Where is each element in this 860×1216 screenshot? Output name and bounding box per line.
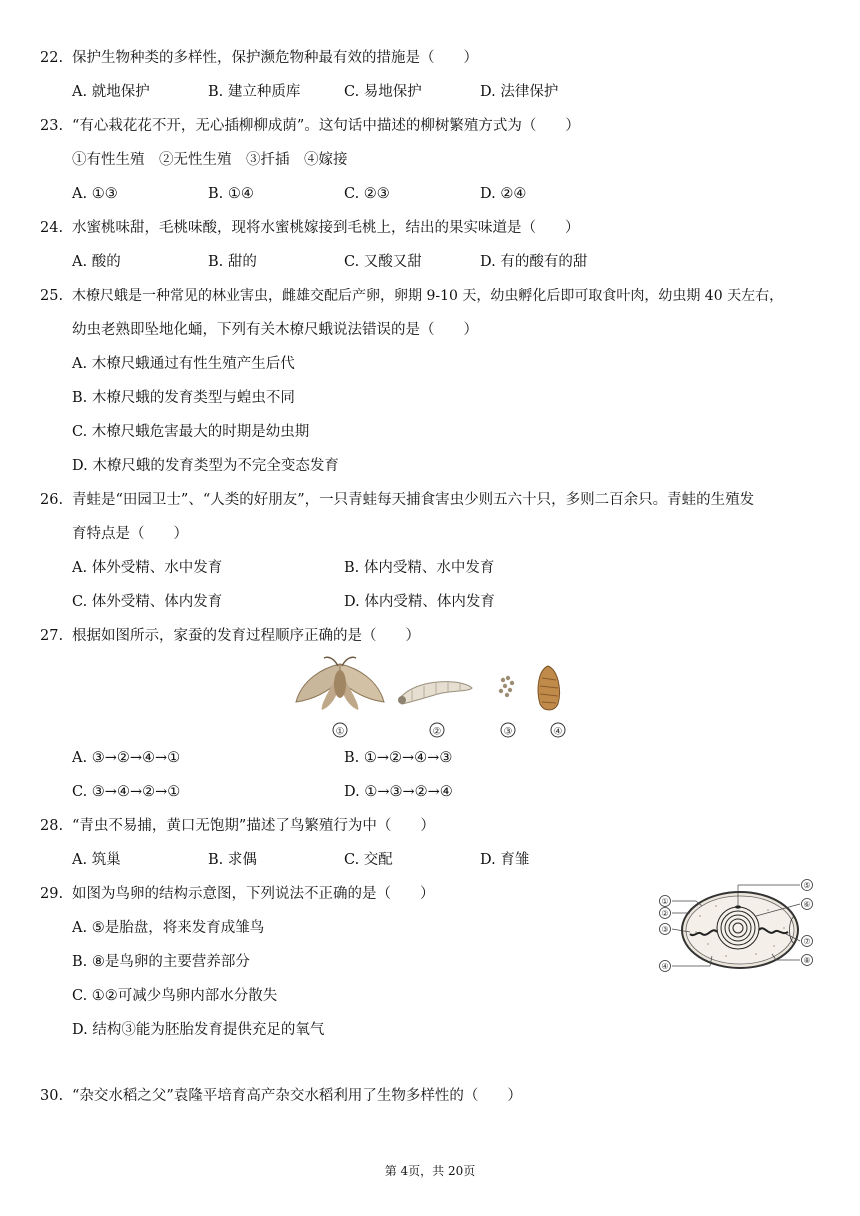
option-b: B. 木橑尺蛾的发育类型与蝗虫不同 <box>72 390 295 406</box>
question-stem: 幼虫老熟即坠地化蛹，下列有关木橑尺蛾说法错误的是（ ） <box>72 322 478 338</box>
question-number: 30. <box>40 1088 64 1104</box>
question-number: 24. <box>40 220 64 236</box>
question-sub-items: ①有性生殖 ②无性生殖 ③扦插 ④嫁接 <box>72 152 348 168</box>
question-number: 27. <box>40 628 64 644</box>
question-number: 23. <box>40 118 64 134</box>
option-c: C. ②③ <box>344 186 390 202</box>
figure-label: ③ <box>503 726 513 738</box>
question-number: 28. <box>40 818 64 834</box>
option-d: D. 育雏 <box>480 852 530 868</box>
question-stem: 保护生物种类的多样性，保护濒危物种最有效的措施是（ ） <box>72 50 478 66</box>
option-c: C. 体外受精、体内发育 <box>72 594 223 610</box>
moth-image <box>296 657 384 710</box>
option-d: D. ①→③→②→④ <box>344 784 453 800</box>
question-stem: 育特点是（ ） <box>72 526 188 542</box>
figure-label: ① <box>661 897 669 906</box>
question-stem: 水蜜桃味甜，毛桃味酸，现将水蜜桃嫁接到毛桃上，结出的果实味道是（ ） <box>72 220 580 236</box>
option-d: D. ②④ <box>480 186 527 202</box>
figure-label: ⑤ <box>803 881 811 890</box>
option-a: A. 筑巢 <box>72 852 121 868</box>
figure-label: ② <box>661 909 669 918</box>
option-d: D. 有的酸有的甜 <box>480 254 588 270</box>
page-footer: 第 4页，共 20页 <box>384 1164 476 1178</box>
option-d: D. 木橑尺蛾的发育类型为不完全变态发育 <box>72 458 339 474</box>
figure-label: ② <box>432 726 442 738</box>
question-stem: “有心栽花花不开，无心插柳柳成荫”。这句话中描述的柳树繁殖方式为（ ） <box>72 118 580 134</box>
question-number: 25. <box>40 288 64 304</box>
option-b: B. 求偶 <box>208 852 257 868</box>
option-b: B. ⑧是鸟卵的主要营养部分 <box>72 954 250 970</box>
eggs-image <box>499 676 514 697</box>
option-a: A. 体外受精、水中发育 <box>72 560 223 576</box>
option-b: B. 建立种质库 <box>208 84 301 100</box>
pupa-image <box>538 666 559 710</box>
question-stem: “杂交水稻之父”袁隆平培育高产杂交水稻利用了生物多样性的（ ） <box>72 1088 522 1104</box>
option-b: B. 体内受精、水中发育 <box>344 560 495 576</box>
option-d: D. 法律保护 <box>480 84 559 100</box>
question-stem: 根据如图所示，家蚕的发育过程顺序正确的是（ ） <box>72 628 420 644</box>
option-c: C. ③→④→②→① <box>72 784 181 800</box>
option-c: C. ①②可减少鸟卵内部水分散失 <box>72 988 278 1004</box>
figure-label: ① <box>335 726 345 738</box>
question-stem: “青虫不易捕，黄口无饱期”描述了鸟繁殖行为中（ ） <box>72 818 435 834</box>
figure-label: ⑥ <box>803 900 811 909</box>
question-number: 29. <box>40 886 64 902</box>
figure-label: ④ <box>661 962 669 971</box>
option-c: C. 易地保护 <box>344 84 422 100</box>
option-a: A. ①③ <box>72 186 118 202</box>
question-number: 22. <box>40 50 64 66</box>
figure-label: ⑦ <box>803 937 811 946</box>
option-b: B. 甜的 <box>208 254 257 270</box>
option-d: D. 体内受精、体内发育 <box>344 594 495 610</box>
option-c: C. 木橑尺蛾危害最大的时期是幼虫期 <box>72 424 310 440</box>
option-d: D. 结构③能为胚胎发育提供充足的氧气 <box>72 1022 325 1038</box>
option-b: B. ①④ <box>208 186 254 202</box>
option-a: A. ③→②→④→① <box>72 750 181 766</box>
larva-image <box>398 682 472 704</box>
figure-label: ⑧ <box>803 956 811 965</box>
question-stem: 如图为鸟卵的结构示意图，下列说法不正确的是（ ） <box>72 886 435 902</box>
option-c: C. 又酸又甜 <box>344 254 422 270</box>
question-number: 26. <box>40 492 64 508</box>
option-a: A. ⑤是胎盘，将来发育成雏鸟 <box>72 920 265 936</box>
option-c: C. 交配 <box>344 852 393 868</box>
bird-egg-diagram <box>656 876 822 980</box>
silkworm-lifecycle-figure <box>292 650 582 742</box>
question-stem: 青蛙是“田园卫士”、“人类的好朋友”，一只青蛙每天捕食害虫少则五六十只，多则二百余只。青蛙的生殖发 <box>72 492 755 508</box>
question-stem: 木橑尺蛾是一种常见的林业害虫，雌雄交配后产卵，卵期 9-10 天，幼虫孵化后即可取食叶肉，幼虫期 40 天左右， <box>72 288 784 304</box>
figure-label: ③ <box>661 925 669 934</box>
option-a: A. 就地保护 <box>72 84 150 100</box>
option-a: A. 酸的 <box>72 254 121 270</box>
option-a: A. 木橑尺蛾通过有性生殖产生后代 <box>72 356 295 372</box>
option-b: B. ①→②→④→③ <box>344 750 453 766</box>
figure-label: ④ <box>553 726 563 738</box>
